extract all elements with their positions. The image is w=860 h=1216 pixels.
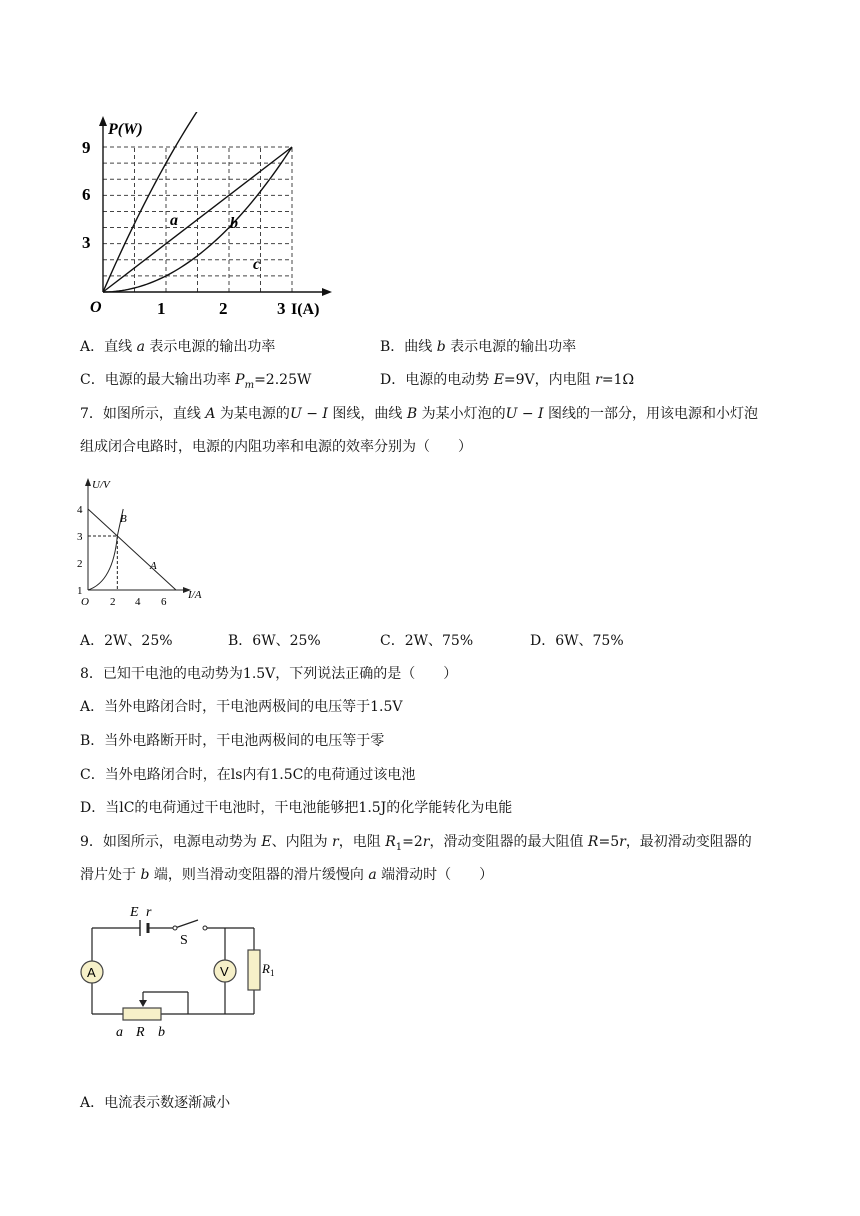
- q6-option-d[interactable]: [380, 370, 634, 390]
- i-axis-label: I/A: [188, 589, 202, 601]
- q6-c-text: C．电源的最大输出功率: [80, 372, 236, 388]
- q8-option-b[interactable]: B．当外电路断开时，干电池两极间的电压等于零: [80, 733, 385, 749]
- q6-a-text: A．直线: [80, 339, 137, 355]
- q6-option-b[interactable]: [380, 337, 576, 357]
- u-axis-label: U/V: [92, 479, 110, 491]
- resistor-r1: [248, 950, 260, 990]
- q7-stem-line1: 7．如图所示，直线 A 为某电源的U − I 图线，曲线 B 为某小灯泡的U − I 图线的一部分，用该电源和小灯泡: [80, 406, 759, 422]
- i-tick-4: 4: [135, 596, 141, 608]
- end-b-label: b: [158, 1025, 165, 1040]
- curve-label-b: B: [120, 513, 127, 525]
- q6-option-a[interactable]: [80, 337, 275, 357]
- voltage-current-graph: [74, 474, 214, 612]
- switch-contact-right: [203, 926, 207, 930]
- emf-label: E: [130, 905, 139, 920]
- q6-c-var: P: [235, 372, 245, 388]
- u-axis-arrow: [85, 478, 91, 486]
- y-axis-label: P(W): [108, 121, 143, 138]
- switch-label: S: [180, 933, 188, 948]
- q6-d-text3: =1Ω: [601, 372, 635, 388]
- q7-stem-line2: 组成闭合电路时，电源的内阻功率和电源的效率分别为（ ）: [80, 439, 472, 455]
- x-axis-label: I(A): [291, 301, 320, 318]
- curve-label-b: b: [230, 215, 238, 232]
- q6-option-c[interactable]: [80, 370, 311, 396]
- line-label-a: A: [150, 560, 157, 572]
- rheostat-label: R: [136, 1025, 145, 1040]
- origin-label: O: [90, 299, 102, 316]
- q8-option-c[interactable]: C．当外电路闭合时，在ls内有1.5C的电荷通过该电池: [80, 767, 416, 783]
- u-tick-2: 2: [77, 558, 83, 570]
- slider-arrow: [139, 1000, 147, 1007]
- origin-label: O: [81, 596, 89, 608]
- y-tick-6: 6: [82, 185, 91, 204]
- q9-stem-line1: 9．如图所示，电源电动势为 E、内阻为 r，电阻 $R_1=2r$，滑动变阻器的最大阻值 R=5r，最初滑动变阻器的: [80, 834, 752, 853]
- series-B: [88, 509, 123, 590]
- i-tick-6: 6: [161, 596, 167, 608]
- q7-option-a[interactable]: A．2W、25%: [80, 633, 173, 649]
- q6-a-text2: 表示电源的输出功率: [144, 339, 276, 355]
- x-tick-1: 1: [157, 299, 166, 318]
- switch-blade: [175, 920, 198, 928]
- q8-option-d[interactable]: D．当lC的电荷通过干电池时，干电池能够把1.5J的化学能转化为电能: [80, 800, 513, 816]
- power-current-graph: [80, 112, 340, 324]
- q6-b-text: B．曲线: [380, 339, 437, 355]
- internal-resistance-label: r: [146, 905, 152, 920]
- q9-option-a[interactable]: A．电流表示数逐渐减小: [80, 1095, 231, 1111]
- rheostat-r: [123, 1008, 161, 1020]
- r1-label: $R_1$: [262, 961, 275, 978]
- u-tick-3: 3: [77, 531, 83, 543]
- x-tick-3: 3: [277, 299, 286, 318]
- x-axis-arrow: [322, 288, 332, 296]
- series-A: [88, 509, 176, 590]
- curve-label-c: c: [253, 256, 261, 273]
- u-tick-4: 4: [77, 504, 83, 516]
- q6-a-var: a: [136, 339, 145, 355]
- series-c: [103, 112, 292, 292]
- curve-label-a: a: [170, 212, 178, 229]
- ammeter-label: A: [87, 965, 96, 980]
- q6-b-text2: 表示电源的输出功率: [445, 339, 577, 355]
- q6-c-text2: =2.25W: [254, 372, 312, 388]
- q6-b-var: b: [436, 339, 446, 355]
- y-tick-9: 9: [82, 138, 91, 157]
- q6-d-text2: =9V，内电阻: [503, 372, 596, 388]
- q8-option-a[interactable]: A．当外电路闭合时，干电池两极间的电压等于1.5V: [80, 699, 403, 715]
- q7-option-b[interactable]: B．6W、25%: [228, 633, 321, 649]
- voltmeter-label: V: [220, 964, 229, 979]
- y-tick-3: 3: [82, 233, 91, 252]
- q7-option-d[interactable]: D．6W、75%: [530, 633, 624, 649]
- q7-option-c[interactable]: C．2W、75%: [380, 633, 474, 649]
- x-tick-2: 2: [219, 299, 228, 318]
- switch-contact-left: [173, 926, 177, 930]
- q6-c-sub: m: [244, 379, 255, 391]
- q6-d-text: D．电源的电动势: [380, 372, 494, 388]
- end-a-label: a: [116, 1025, 123, 1040]
- q9-stem-line2: 滑片处于 b 端，则当滑动变阻器的滑片缓慢向 a 端滑动时（ ）: [80, 867, 494, 883]
- q6-d-var2: r: [595, 372, 602, 388]
- i-tick-2: 2: [110, 596, 116, 608]
- q6-d-var1: E: [493, 372, 504, 388]
- y-axis-arrow: [99, 116, 107, 126]
- circuit-diagram: [78, 900, 278, 1040]
- u-tick-1: 1: [77, 585, 83, 597]
- q8-stem: 8．已知干电池的电动势为1.5V，下列说法正确的是（ ）: [80, 666, 458, 682]
